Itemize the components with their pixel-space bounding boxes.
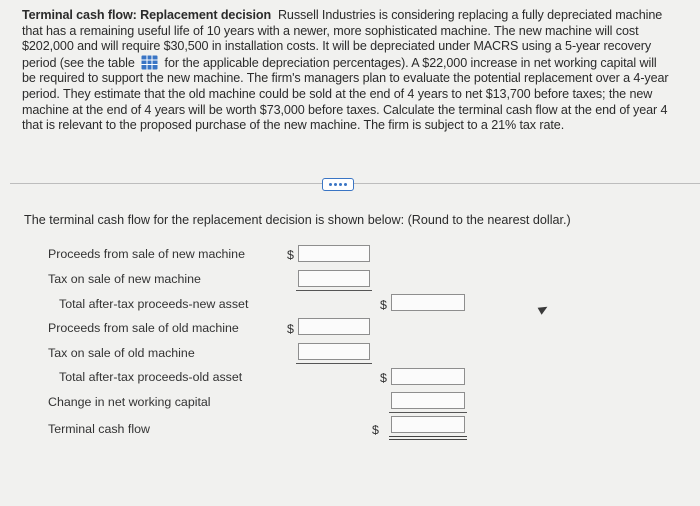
row-label-tax-old: Tax on sale of old machine [48, 346, 195, 360]
subtotal-rule [296, 290, 372, 291]
table-grid-icon[interactable] [141, 55, 158, 70]
row-label-proceeds-old: Proceeds from sale of old machine [48, 321, 239, 335]
problem-title: Terminal cash flow: Replacement decision [22, 8, 272, 22]
mouse-cursor-icon [538, 303, 550, 314]
terminal-cash-flow-input[interactable] [391, 416, 465, 433]
question-intro: The terminal cash flow for the replacement decision is shown below: (Round to the nearest dollar.) [24, 213, 571, 227]
row-label-total-new: Total after-tax proceeds-new asset [59, 297, 249, 311]
nwc-input[interactable] [391, 392, 465, 409]
subtotal-rule [389, 412, 467, 413]
proceeds-old-input[interactable] [298, 318, 370, 335]
total-old-input[interactable] [391, 368, 465, 385]
currency-symbol: $ [380, 298, 387, 312]
row-label-total-old: Total after-tax proceeds-old asset [59, 370, 243, 384]
tax-new-input[interactable] [298, 270, 370, 287]
problem-statement [22, 8, 672, 134]
section-divider [10, 183, 700, 184]
subtotal-rule [296, 363, 372, 364]
row-label-nwc: Change in net working capital [48, 395, 211, 409]
currency-symbol: $ [287, 248, 294, 262]
problem-text-part1: Russell Industries is considering replacing a fully depreciated machine that has a remaining useful life of 10 years with a newer, more sophisticated machine. The new machine will cost $202,000 and will require $30,500 in installation costs. It will be depreciated under MACRS using a 5-year recovery period (see the table [22, 8, 663, 70]
double-rule-bottom [389, 439, 467, 440]
total-new-input[interactable] [391, 294, 465, 311]
currency-symbol: $ [372, 423, 379, 437]
tax-old-input[interactable] [298, 343, 370, 360]
more-dots-icon[interactable] [322, 178, 354, 191]
currency-symbol: $ [380, 371, 387, 385]
proceeds-new-input[interactable] [298, 245, 370, 262]
currency-symbol: $ [287, 322, 294, 336]
problem-text-part2: for the applicable depreciation percentages). A $22,000 increase in net working capital will be required to support the new machine. The firm's managers plan to evaluate the potential replacement over a 4-year period. They estimate that the old machine could be sold at the end of 4 years to net $13,700 before taxes; the new machine at the end of 4 years will be worth $73,000 before taxes. Calculate the terminal cash flow at the end of year 4 that is relevant to the proposed purchase of the new machine. The firm is subject to a 21% tax rate. [22, 55, 669, 133]
row-label-tax-new: Tax on sale of new machine [48, 272, 201, 286]
row-label-terminal: Terminal cash flow [48, 422, 150, 436]
double-rule-top [389, 436, 467, 437]
row-label-proceeds-new: Proceeds from sale of new machine [48, 247, 245, 261]
